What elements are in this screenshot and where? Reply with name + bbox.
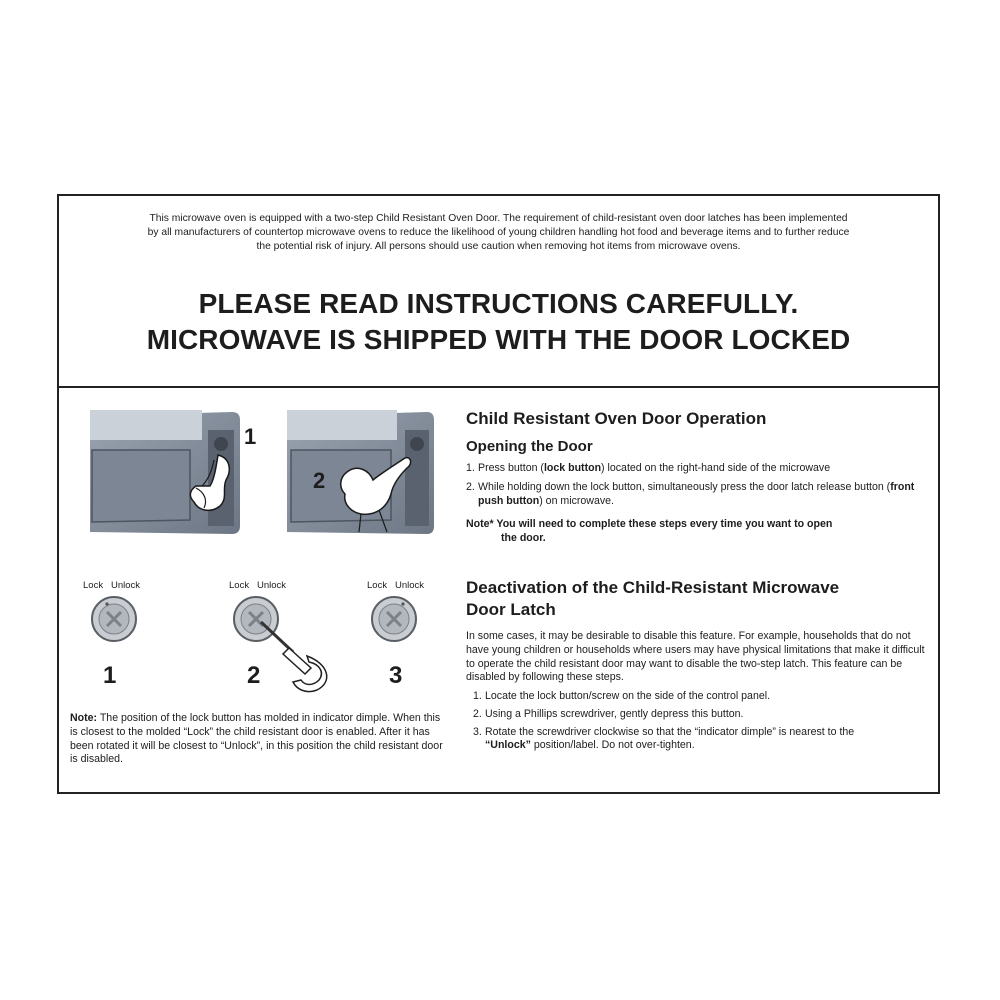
intro-text — [77, 212, 920, 255]
note-text: The position of the lock button has molded in indicator dimple. When this is closest to the molded “Lock” the child resistant door is enabled. After it has been rotated it will be closest to “Unlock”, in this position the child resistant door is disabled. — [70, 712, 443, 766]
list-item — [466, 462, 926, 476]
opening-door-subtitle: Opening the Door — [466, 438, 593, 455]
lock-label: Lock — [83, 580, 104, 591]
step-number: 1. — [473, 690, 482, 702]
list-item — [473, 726, 933, 754]
opening-steps-list — [466, 462, 926, 513]
note-line-1: Note* You will need to complete these steps every time you want to open — [466, 518, 833, 530]
unlock-label: Unlock — [257, 580, 287, 591]
screw-3-labels — [367, 580, 424, 591]
step-text: Rotate the screwdriver clockwise so that the “indicator dimple” is nearest to the — [485, 725, 855, 738]
step-text: position/label. Do not over-tighten. — [530, 739, 695, 752]
deactivation-title-line-2: Door Latch — [466, 600, 556, 619]
deactivation-title-line-1: Deactivation of the Child-Resistant Microwave — [466, 578, 840, 597]
screw-step-1-number: 1 — [103, 662, 117, 689]
step-text: While holding down the lock button, simultaneously press the door latch release button ( — [478, 480, 891, 493]
instruction-card — [57, 194, 940, 794]
step-number: 2. — [466, 480, 475, 493]
step-text: Locate the lock button/screw on the side of the control panel. — [485, 690, 771, 702]
step-number: 1. — [466, 462, 475, 474]
unlock-term: “Unlock” — [485, 739, 531, 752]
headline — [59, 286, 938, 358]
step-number: 2. — [473, 707, 482, 720]
step-text: ) on microwave. — [539, 494, 614, 507]
deactivation-steps-list — [473, 690, 933, 757]
microwave-front-push-photo — [287, 410, 437, 540]
front-push-button-term: front push button — [478, 480, 915, 507]
operation-title: Child Resistant Oven Door Operation — [466, 409, 767, 428]
unlock-label: Unlock — [111, 580, 141, 591]
list-item — [473, 708, 933, 722]
deactivation-title — [466, 577, 839, 621]
step-text: ) located on the right-hand side of the microwave — [601, 462, 831, 474]
intro-line-1: This microwave oven is equipped with a two-step Child Resistant Oven Door. The requirement of child-resistant oven door latches has been implemented — [149, 213, 848, 224]
intro-line-2: by all manufacturers of countertop microwave ovens to reduce the likelihood of young children handling hot food and beverage items and to further reduce — [147, 227, 850, 239]
deactivation-paragraph: In some cases, it may be desirable to disable this feature. For example, households that do not have young children or households where users may have physical limitations that make it difficult to operate the child resistant door may want to disable the two-step latch. This feature can be disabled by following these steps. — [466, 630, 925, 684]
photo-step-1-number: 1 — [244, 424, 257, 449]
lock-label: Lock — [229, 580, 250, 591]
lock-label: Lock — [367, 580, 388, 591]
step-number: 3. — [473, 725, 482, 738]
operation-note — [466, 518, 926, 546]
note-label: Note: — [70, 712, 98, 724]
lock-button-term: lock button — [543, 462, 602, 474]
step-text: Press button ( — [478, 462, 544, 474]
step-text: Using a Phillips screwdriver, gently depress this button. — [485, 707, 744, 720]
note-line-2: the door. — [501, 531, 546, 544]
screw-locked-icon — [89, 594, 139, 644]
list-item — [473, 690, 933, 704]
header-section — [59, 196, 938, 388]
screw-step-3-number: 3 — [389, 662, 403, 689]
headline-line-1: PLEASE READ INSTRUCTIONS CAREFULLY. — [198, 288, 799, 319]
unlock-label: Unlock — [395, 580, 425, 591]
intro-line-3: the potential risk of injury. All persons should use caution when removing hot items from microwave ovens. — [256, 241, 741, 253]
microwave-lock-button-photo — [90, 410, 250, 540]
list-item — [466, 481, 926, 509]
lock-dimple-note — [70, 712, 450, 767]
screw-2-labels — [229, 580, 286, 591]
screw-unlocked-icon — [369, 594, 419, 644]
screw-1-labels — [83, 580, 140, 591]
screw-step-2-number: 2 — [247, 662, 261, 689]
headline-line-2: MICROWAVE IS SHIPPED WITH THE DOOR LOCKED — [146, 324, 851, 355]
photo-step-2-number: 2 — [313, 468, 326, 493]
